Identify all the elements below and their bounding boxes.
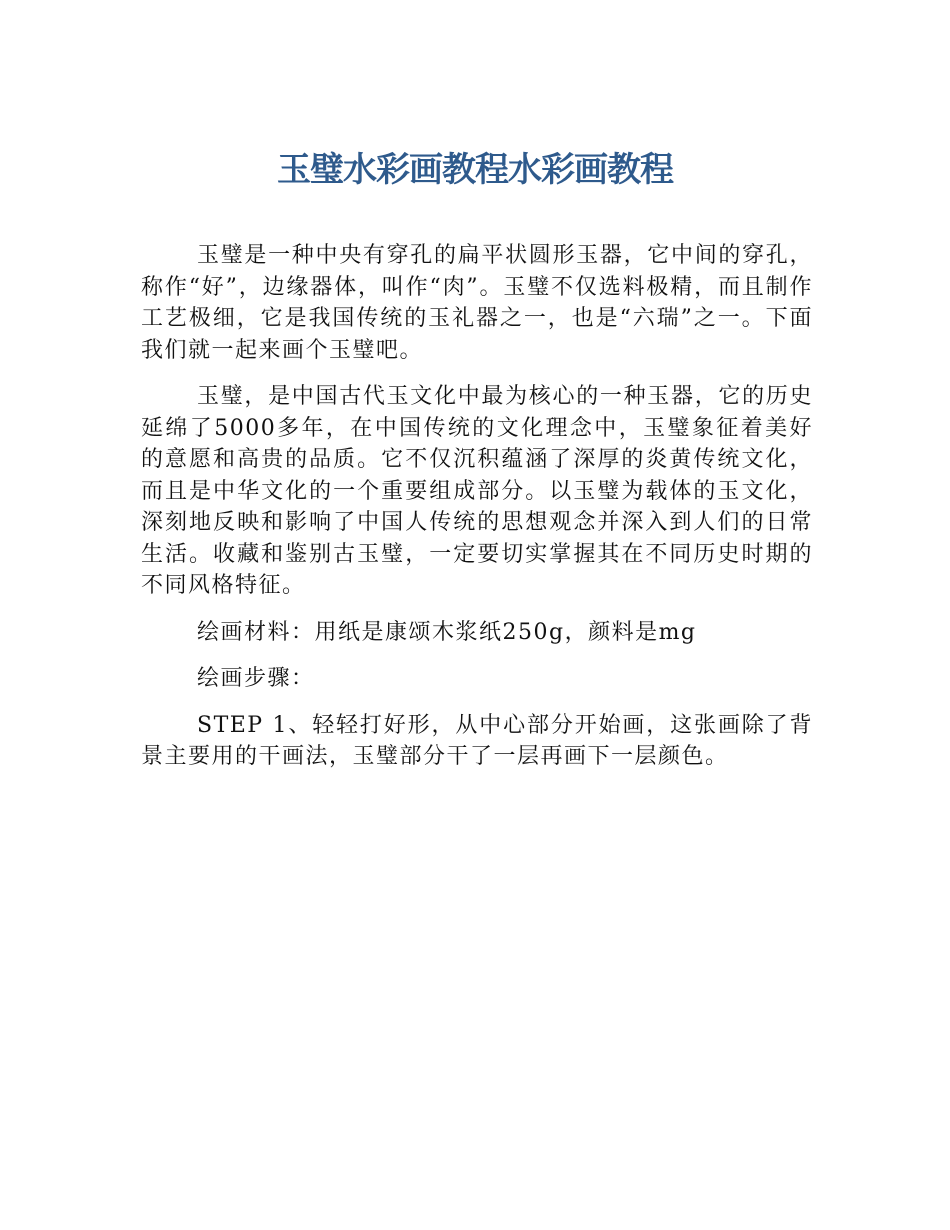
document-title: 玉璧水彩画教程水彩画教程 xyxy=(277,150,673,190)
paragraph-intro: 玉璧是一种中央有穿孔的扁平状圆形玉器，它中间的穿孔，称作“好”，边缘器体，叫作“肉”。玉璧不仅选料极精，而且制作工艺极细，它是我国传统的玉礼器之一，也是“六瑞”之一。下面我们就一起来画个玉璧吧。 xyxy=(141,243,813,363)
paragraph-step-1: STEP 1、轻轻打好形，从中心部分开始画，这张画除了背景主要用的干画法，玉璧部分干了一层再画下一层颜色。 xyxy=(141,712,813,769)
paragraph-materials: 绘画材料：用纸是康颂木浆纸250g，颜料是mg xyxy=(197,619,697,645)
paragraph-steps-heading: 绘画步骤： xyxy=(197,666,315,691)
paragraph-history: 玉璧，是中国古代玉文化中最为核心的一种玉器，它的历史延绵了5000多年，在中国传统的文化理念中，玉璧象征着美好的意愿和高贵的品质。它不仅沉积蕴涵了深厚的炎黄传统文化，而且是中华文化的一个重要组成部分。以玉璧为载体的玉文化，深刻地反映和影响了中国人传统的思想观念并深入到人们的日常生活。收藏和鉴别古玉璧，一定要切实掌握其在不同历史时期的不同风格特征。 xyxy=(141,384,813,598)
document-body xyxy=(141,240,813,788)
